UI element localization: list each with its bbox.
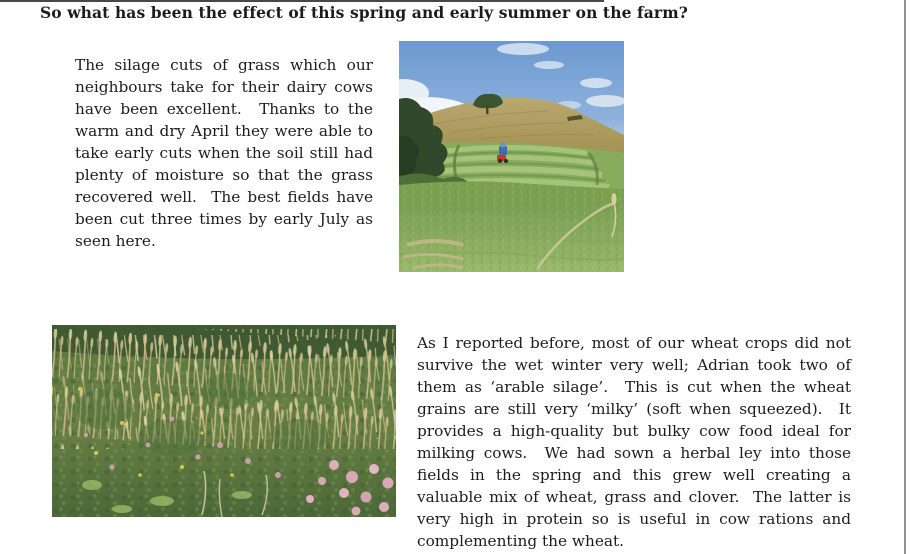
wheat-paragraph: As I reported before, most of our wheat crops did not survive the wet winter very well; Adrian took two of them as ‘arable silage’. This is cut when the wheat grains are still very ‘milky’ (soft when squeezed). It provides a high-quality but bulky cow food ideal for milking cows. We had sown a herbal ley into those fields in the spring and this grew well creating a valuable mix of wheat, grass and clover. The latter is very high in protein so is useful in cow rations and complementing the wheat.: [417, 334, 851, 550]
silage-field-photo: [399, 41, 624, 272]
wheat-ley-photo: [52, 325, 396, 517]
silage-field-illustration: [399, 41, 624, 272]
top-rule: [0, 0, 604, 2]
page-title: So what has been the effect of this spring and early summer on the farm?: [40, 3, 688, 22]
page-right-edge: [904, 0, 906, 554]
wheat-ley-illustration: [52, 325, 396, 517]
silage-paragraph: The silage cuts of grass which our neighbours take for their dairy cows have been excellent. Thanks to the warm and dry April they were able to take early cuts when the soil still had plenty of moisture so that the grass recovered well. The best fields have been cut three times by early July as seen here.: [75, 56, 373, 250]
